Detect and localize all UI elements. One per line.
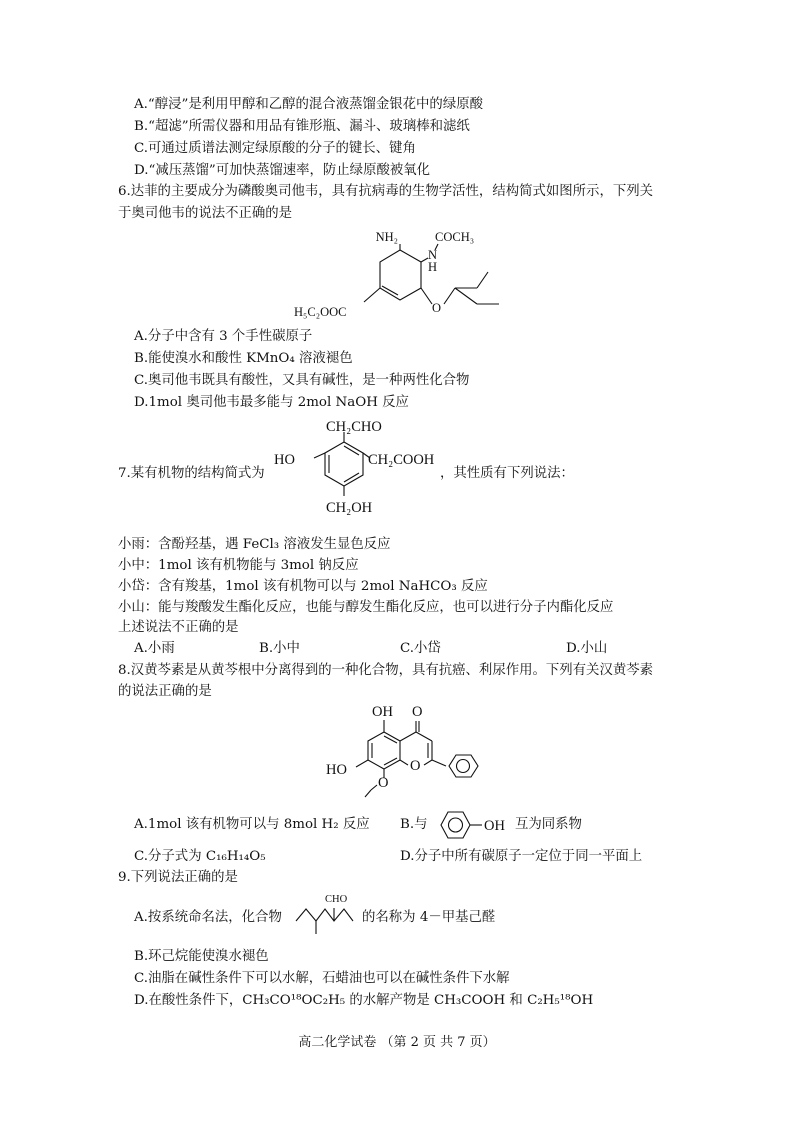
amide-h-label: H	[428, 260, 438, 274]
q8-stem-line2: 的说法正确的是	[118, 684, 212, 699]
hydroxyl-5-label: OH	[372, 704, 393, 720]
q5-option-c: C.可通过质谱法测定绿原酸的分子的键长、键角	[134, 141, 416, 156]
page-footer: 高二化学试卷 （第 2 页 共 7 页）	[298, 1035, 496, 1050]
aldehyde-group-label: CH₂CHO	[326, 419, 382, 435]
q9-option-b: B.环己烷能使溴水褪色	[134, 949, 269, 964]
cho-label: CHO	[325, 894, 348, 905]
q6-stem-line2: 于奥司他韦的说法不正确的是	[118, 206, 293, 221]
q5-option-b: B.“超滤”所需仪器和用品有锥形瓶、漏斗、玻璃棒和滤纸	[134, 119, 470, 134]
q6-option-b: B.能使溴水和酸性 KMnO₄ 溶液褪色	[134, 351, 353, 366]
hydroxyl-7-label: HO	[326, 762, 347, 778]
q7-stem-suffix: ，其性质有下列说法：	[440, 466, 574, 481]
phenyl-ring	[449, 755, 478, 777]
methoxy-o-label: O	[378, 775, 389, 791]
carbon-chain	[296, 909, 353, 921]
q8-option-a: A.1mol 该有机物可以与 8mol H₂ 反应	[134, 817, 370, 832]
q7-statement-1: 小雨：含酚羟基，遇 FeCl₃ 溶液发生显色反应	[118, 537, 391, 552]
q7-option-b: B.小中	[259, 641, 300, 656]
q8-option-b-prefix: B.与	[400, 817, 428, 832]
q7-option-a: A.小雨	[134, 641, 175, 656]
q7-statement-3: 小岱：含有羧基，1mol 该有机物可以与 2mol NaHCO₃ 反应	[118, 579, 488, 594]
cyclohexene-ring	[380, 250, 421, 300]
ring-o-label: O	[410, 758, 421, 774]
q8-stem-line1: 8.汉黄芩素是从黄芩根中分离得到的一种化合物，具有抗癌、利尿作用。下列有关汉黄芩素	[118, 663, 654, 678]
q9-option-a-prefix: A.按系统命名法，化合物	[134, 910, 282, 925]
q7-question: 上述说法不正确的是	[118, 620, 239, 635]
phenol-oh-label: OH	[484, 818, 505, 834]
q8-option-d: D.分子中所有碳原子一定位于同一平面上	[400, 849, 643, 864]
alcohol-group-label: CH₂OH	[326, 500, 373, 516]
phenol-aromatic-circle	[449, 818, 463, 832]
phenol-ring	[441, 812, 470, 838]
q9-option-d: D.在酸性条件下，CH₃CO¹⁸OC₂H₅ 的水解产物是 CH₃COOH 和 C₂H₅¹⁸OH	[134, 993, 594, 1008]
ether-o-label: O	[432, 301, 442, 315]
oseltamivir-structure	[280, 224, 510, 324]
amide-n-label: N	[428, 248, 438, 262]
amino-label: NH₂	[375, 230, 398, 244]
q7-statement-4: 小山：能与羧酸发生酯化反应，也能与醇发生酯化反应，也可以进行分子内酯化反应	[118, 600, 614, 615]
carboxyl-group-label: CH₂COOH	[368, 452, 435, 468]
q7-structure	[270, 414, 450, 524]
q7-statement-2: 小中：1mol 该有机物能与 3mol 钠反应	[118, 558, 359, 573]
q5-option-d: D.“减压蒸馏”可加快蒸馏速率，防止绿原酸被氧化	[134, 163, 431, 178]
carbonyl-o-label: O	[412, 704, 423, 720]
q8-option-b-suffix: 互为同系物	[515, 817, 582, 832]
acetyl-label: COCH₃	[435, 230, 475, 244]
a-ring	[368, 732, 400, 769]
benzene-ring	[325, 442, 363, 486]
q6-option-a: A.分子中含有 3 个手性碳原子	[134, 329, 313, 344]
q9-aldehyde-structure	[293, 890, 363, 940]
q7-option-d: D.小山	[566, 641, 608, 656]
q9-stem: 9.下列说法正确的是	[118, 870, 238, 885]
q9-option-c: C.油脂在碱性条件下可以水解，石蜡油也可以在碱性条件下水解	[134, 971, 510, 986]
phenyl-aromatic-circle	[457, 760, 470, 773]
phenol-group-label: HO	[274, 452, 295, 468]
q7-option-c: C.小岱	[400, 641, 441, 656]
q5-option-a: A.“醇浸”是利用甲醇和乙醇的混合液蒸馏金银花中的绿原酸	[134, 97, 483, 112]
ester-label: H₅C₂OOC	[294, 305, 347, 319]
q6-stem-line1: 6.达菲的主要成分为磷酸奥司他韦，具有抗病毒的生物学活性，结构简式如图所示，下列关	[118, 184, 654, 199]
q8-option-c: C.分子式为 C₁₆H₁₄O₅	[134, 849, 266, 864]
q6-option-d: D.1mol 奥司他韦最多能与 2mol NaOH 反应	[134, 395, 409, 410]
q6-option-c: C.奥司他韦既具有酸性，又具有碱性，是一种两性化合物	[134, 373, 470, 388]
q7-stem-prefix: 7.某有机物的结构简式为	[118, 466, 265, 481]
phenol-structure	[430, 808, 520, 842]
wogonin-structure	[320, 698, 500, 813]
q9-option-a-suffix: 的名称为 4－甲基己醛	[362, 910, 496, 925]
